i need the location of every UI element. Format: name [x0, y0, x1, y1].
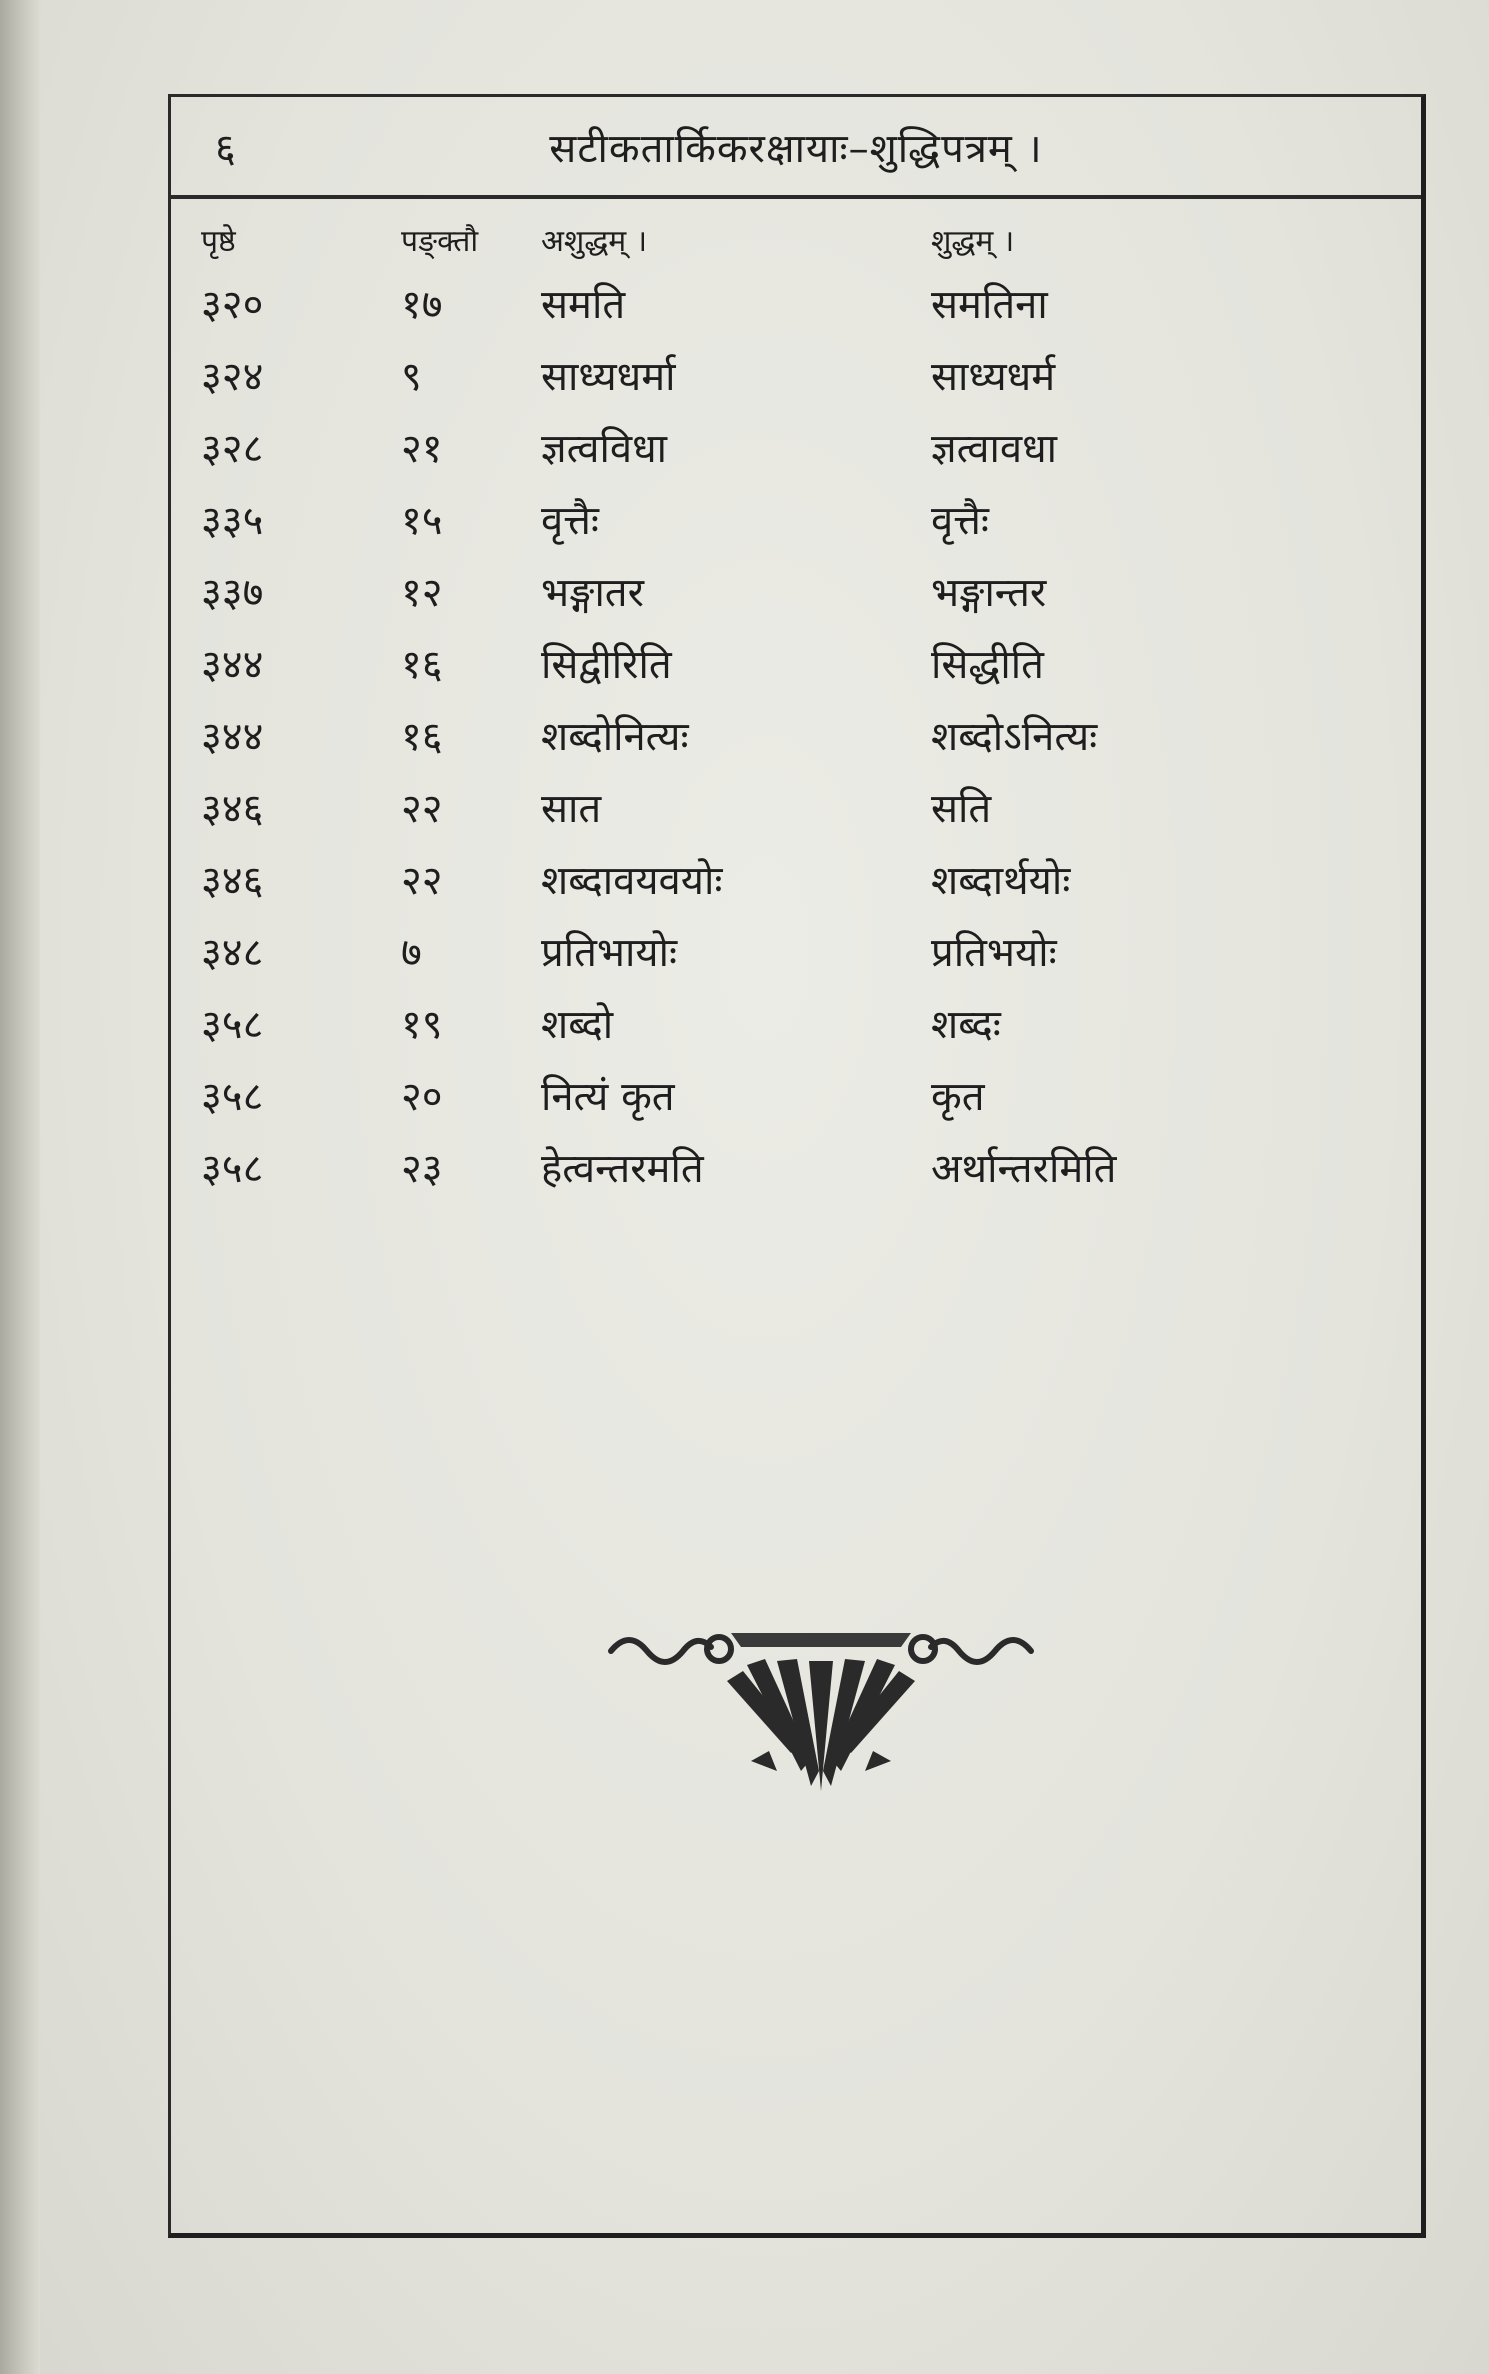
- page-cell: ३५८: [201, 1146, 264, 1192]
- page-cell: ३५८: [201, 1002, 264, 1048]
- line-cell: १७: [401, 282, 443, 328]
- incorrect-cell: सात: [541, 786, 602, 832]
- correct-cell: प्रतिभयोः: [931, 930, 1057, 976]
- page-cell: ३४४: [201, 714, 264, 760]
- correct-cell: शब्दार्थयोः: [931, 858, 1071, 904]
- table-row: [171, 491, 1421, 553]
- book-gutter: [0, 0, 40, 2374]
- incorrect-cell: भङ्गातर: [541, 570, 644, 616]
- correct-cell: भङ्गान्तर: [931, 570, 1047, 616]
- column-header-page: पृष्ठे: [201, 224, 236, 259]
- incorrect-cell: नित्यं कृत: [541, 1074, 675, 1120]
- page-header: [171, 97, 1421, 199]
- correct-cell: ज्ञत्वावधा: [931, 426, 1058, 472]
- correct-cell: शब्दः: [931, 1002, 1001, 1048]
- correct-cell: अर्थान्तरमिति: [931, 1146, 1117, 1192]
- line-cell: १९: [401, 1002, 443, 1048]
- column-header-line: पङ्क्तौ: [401, 224, 479, 259]
- correct-cell: सिद्धीति: [931, 642, 1044, 688]
- table-row: [171, 995, 1421, 1057]
- page-cell: ३४४: [201, 642, 264, 688]
- table-row: [171, 923, 1421, 985]
- line-cell: १६: [401, 642, 443, 688]
- incorrect-cell: वृत्तैः: [541, 498, 599, 544]
- incorrect-cell: शब्दोनित्यः: [541, 714, 689, 760]
- page-cell: ३५८: [201, 1074, 264, 1120]
- page-cell: ३३७: [201, 570, 264, 616]
- table-row: [171, 563, 1421, 625]
- page-cell: ३२८: [201, 426, 264, 472]
- correct-cell: समतिना: [931, 282, 1048, 328]
- page-frame: [168, 94, 1426, 2238]
- tailpiece-ornament-icon: [601, 1621, 1041, 1801]
- line-cell: ७: [401, 930, 422, 976]
- incorrect-cell: प्रतिभायोः: [541, 930, 678, 976]
- page-cell: ३४६: [201, 786, 264, 832]
- page-number: ६: [215, 126, 236, 172]
- page-cell: ३४६: [201, 858, 264, 904]
- table-row: [171, 779, 1421, 841]
- line-cell: २०: [401, 1074, 443, 1120]
- incorrect-cell: ज्ञत्वविधा: [541, 426, 668, 472]
- table-row: [171, 275, 1421, 337]
- page-cell: ३४८: [201, 930, 264, 976]
- page-cell: ३२०: [201, 282, 264, 328]
- table-row: [171, 1139, 1421, 1201]
- column-header-correct: शुद्धम् ।: [931, 224, 1015, 259]
- incorrect-cell: सिद्वीरिति: [541, 642, 672, 688]
- table-row: [171, 347, 1421, 409]
- incorrect-cell: समति: [541, 282, 626, 328]
- incorrect-cell: साध्यधर्मा: [541, 354, 676, 400]
- table-row: [171, 1067, 1421, 1129]
- line-cell: ९: [401, 354, 422, 400]
- correct-cell: शब्दोऽनित्यः: [931, 714, 1098, 760]
- table-row: [171, 419, 1421, 481]
- table-row: [171, 707, 1421, 769]
- column-header-incorrect: अशुद्धम् ।: [541, 224, 648, 259]
- line-cell: २३: [401, 1146, 443, 1192]
- line-cell: २१: [401, 426, 443, 472]
- incorrect-cell: शब्दो: [541, 1002, 614, 1048]
- incorrect-cell: शब्दावयवयोः: [541, 858, 723, 904]
- running-title: सटीकतार्किकरक्षायाः–शुद्धिपत्रम् ।: [549, 126, 1043, 172]
- page-cell: ३३५: [201, 498, 264, 544]
- incorrect-cell: हेत्वन्तरमति: [541, 1146, 704, 1192]
- correct-cell: सति: [931, 786, 992, 832]
- page-cell: ३२४: [201, 354, 264, 400]
- correct-cell: वृत्तैः: [931, 498, 989, 544]
- line-cell: २२: [401, 786, 443, 832]
- table-row: [171, 635, 1421, 697]
- correct-cell: साध्यधर्म: [931, 354, 1056, 400]
- correct-cell: कृत: [931, 1074, 985, 1120]
- line-cell: १५: [401, 498, 443, 544]
- line-cell: १६: [401, 714, 443, 760]
- line-cell: २२: [401, 858, 443, 904]
- table-row: [171, 851, 1421, 913]
- line-cell: १२: [401, 570, 443, 616]
